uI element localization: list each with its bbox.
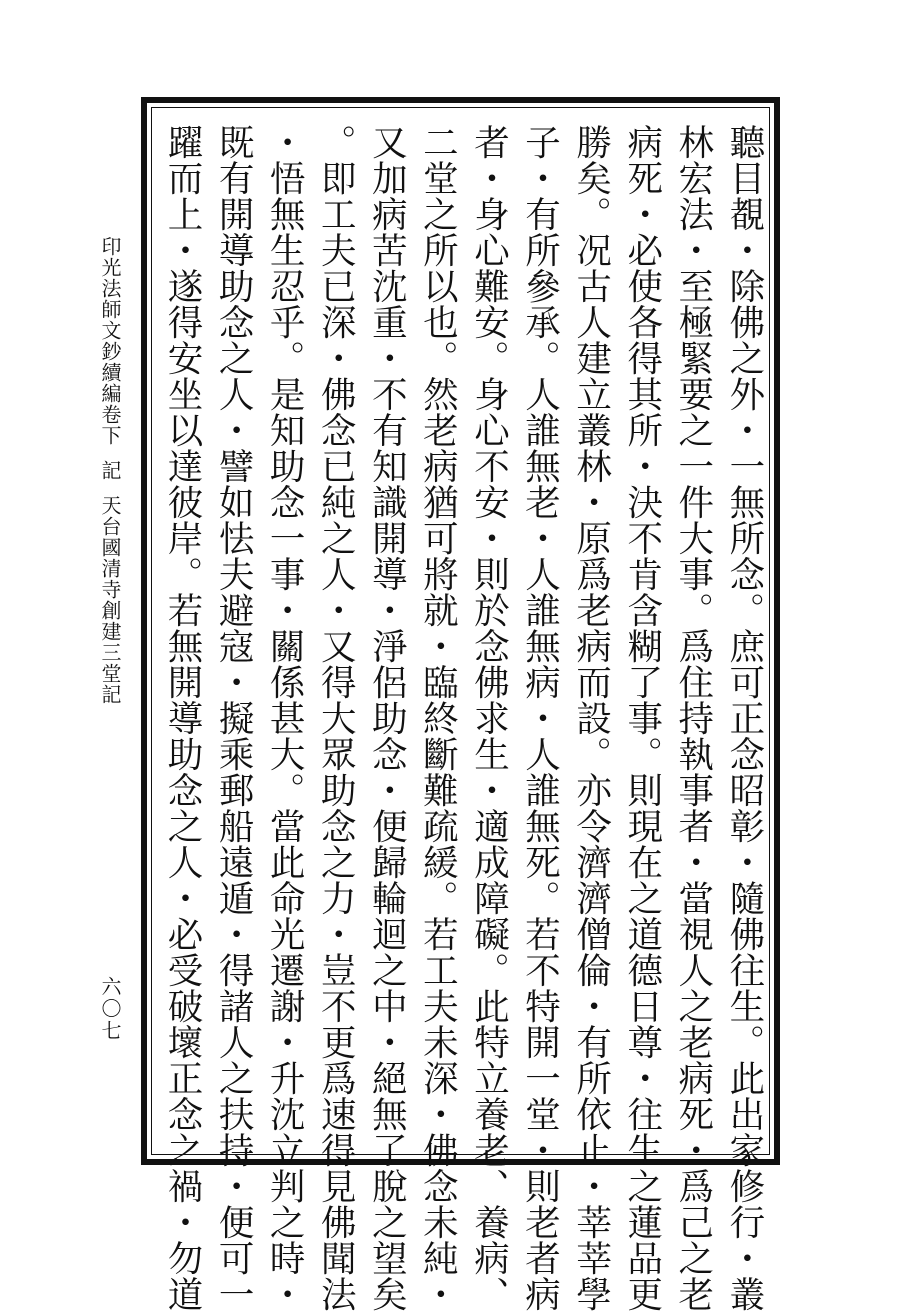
text-column: ・悟無生忍乎。是知助念一事・關係甚大。當此命光遷謝・升沈立判之時・	[264, 124, 306, 1312]
text-column: 病死・必使各得其所・決不肯含糊了事。則現在之道德日尊・往生之蓮品更	[621, 124, 663, 1312]
text-column: 勝矣。况古人建立叢林・原爲老病而設。亦令濟濟僧倫・有所依止・莘莘學	[570, 124, 612, 1312]
text-column: 又加病苦沈重・不有知識開導・淨侶助念・便歸輪迴之中・絕無了脫之望矣	[366, 124, 408, 1312]
text-column: 者・身心難安。身心不安・則於念佛求生・適成障礙。此特立養老、養病、	[468, 124, 510, 1312]
text-column: 既有開導助念之人・譬如怯夫避寇・擬乘郵船遠遁・得諸人之扶持・便可一	[213, 124, 255, 1312]
text-column: 子・有所參承。人誰無老・人誰無病・人誰無死。若不特開一堂・則老者病	[519, 124, 561, 1312]
text-column: 林宏法・至極緊要之一件大事。爲住持執事者・當視人之老病死・爲己之老	[672, 124, 714, 1312]
section-label: 記	[98, 460, 122, 481]
running-header	[100, 236, 120, 705]
text-column: 聽目覩・除佛之外・一無所念。庶可正念昭彰・隨佛往生。此出家修行・叢	[723, 124, 765, 1312]
chapter-title: 天台國清寺創建三堂記	[98, 495, 122, 705]
page-number: 六〇七	[98, 976, 122, 1042]
text-column: 二堂之所以也。然老病猶可將就・臨終斷難疏緩。若工夫未深・佛念未純・	[417, 124, 459, 1312]
book-title: 印光法師文鈔續編卷下	[98, 236, 122, 446]
body-text	[162, 124, 765, 1312]
text-column: 躍而上・遂得安坐以達彼岸。若無開導助念之人・必受破壞正念之禍・勿道	[162, 124, 203, 1312]
text-column: 。即工夫已深・佛念已純之人・又得大眾助念之力・豈不更爲速得見佛聞法	[315, 124, 357, 1312]
